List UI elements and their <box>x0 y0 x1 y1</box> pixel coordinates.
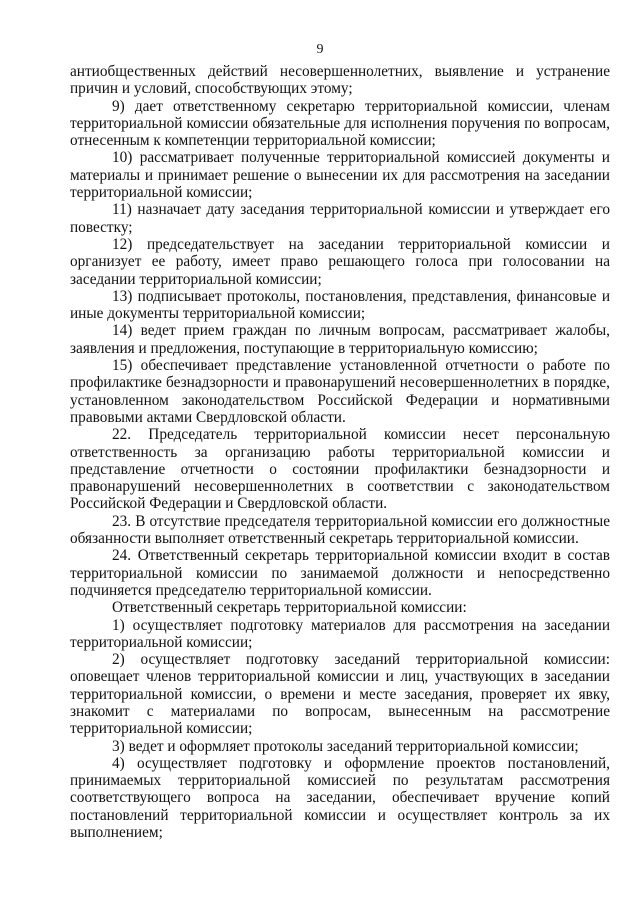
document-body <box>70 63 610 841</box>
paragraph-item-11: 11) назначает дату заседания территориальной комиссии и утверждает его повестку; <box>70 201 610 236</box>
paragraph-item-13: 13) подписывает протоколы, постановления, представления, финансовые и иные документы территориальной комиссии; <box>70 287 610 323</box>
paragraph-item-14: 14) ведет прием граждан по личным вопросам, рассматривает жалобы, заявления и предложения, поступающие в территориальную комиссию; <box>70 322 610 357</box>
paragraph-section-22: 22. Председатель территориальной комиссии несет персональную ответственность за организацию работы территориальной комиссии и представление отчетности о состоянии профилактики безнадзорности и правонарушений несовершеннолетних в соответствии с законодательством Российской Федерации и Свердловской области. <box>70 426 610 513</box>
paragraph-item-9: 9) дает ответственному секретарю территориальной комиссии, членам территориальной комиссии обязательные для исполнения поручения по вопросам, отнесенным к компетенции территориальной комиссии; <box>70 97 610 150</box>
paragraph-secretary-intro: Ответственный секретарь территориальной комиссии: <box>112 599 467 617</box>
paragraph-secretary-item-4: 4) осуществляет подготовку и оформление проектов постановлений, принимаемых территориальной комиссией по результатам рассмотрения соответствующего вопроса на заседании, обеспечивает вручение копий постановлений территориальной комиссии и осуществляет контроль за их выполнением; <box>70 754 610 842</box>
paragraph-continuation: антиобщественных действий несовершеннолетних, выявление и устранение причин и условий, способствующих этому; <box>70 63 610 98</box>
paragraph-item-12: 12) председательствует на заседании территориальной комиссии и организует ее работу, имеет право решающего голоса при голосовании на заседании территориальной комиссии; <box>70 235 610 288</box>
paragraph-item-10: 10) рассматривает полученные территориальной комиссией документы и материалы и принимает решение о вынесении их для рассмотрения на заседании территориальной комиссии; <box>70 149 610 202</box>
paragraph-secretary-item-3: 3) ведет и оформляет протоколы заседаний территориальной комиссии; <box>112 737 579 755</box>
paragraph-section-23: 23. В отсутствие председателя территориальной комиссии его должностные обязанности выполняет ответственный секретарь территориальной комиссии. <box>70 512 610 548</box>
paragraph-section-24: 24. Ответственный секретарь территориальной комиссии входит в состав территориальной комиссии по занимаемой должности и непосредственно подчиняется председателю территориальной комиссии. <box>70 547 610 599</box>
paragraph-item-15: 15) обеспечивает представление установленной отчетности о работе по профилактике безнадзорности и правонарушений несовершеннолетних в порядке, установленном законодательством Российской Федерации и нормативными правовыми актами Свердловской области. <box>70 357 610 426</box>
paragraph-secretary-item-1: 1) осуществляет подготовку материалов для рассмотрения на заседании территориальной комиссии; <box>70 616 610 651</box>
paragraph-secretary-item-2: 2) осуществляет подготовку заседаний территориальной комиссии: оповещает членов территориальной комиссии и лиц, участвующих в заседании территориальной комиссии, о времени и месте заседания, проверяет их явку, знакомит с материалами по вопросам, вынесенным на рассмотрение территориальной комиссии; <box>70 651 610 738</box>
page-number: 9 <box>316 42 324 57</box>
